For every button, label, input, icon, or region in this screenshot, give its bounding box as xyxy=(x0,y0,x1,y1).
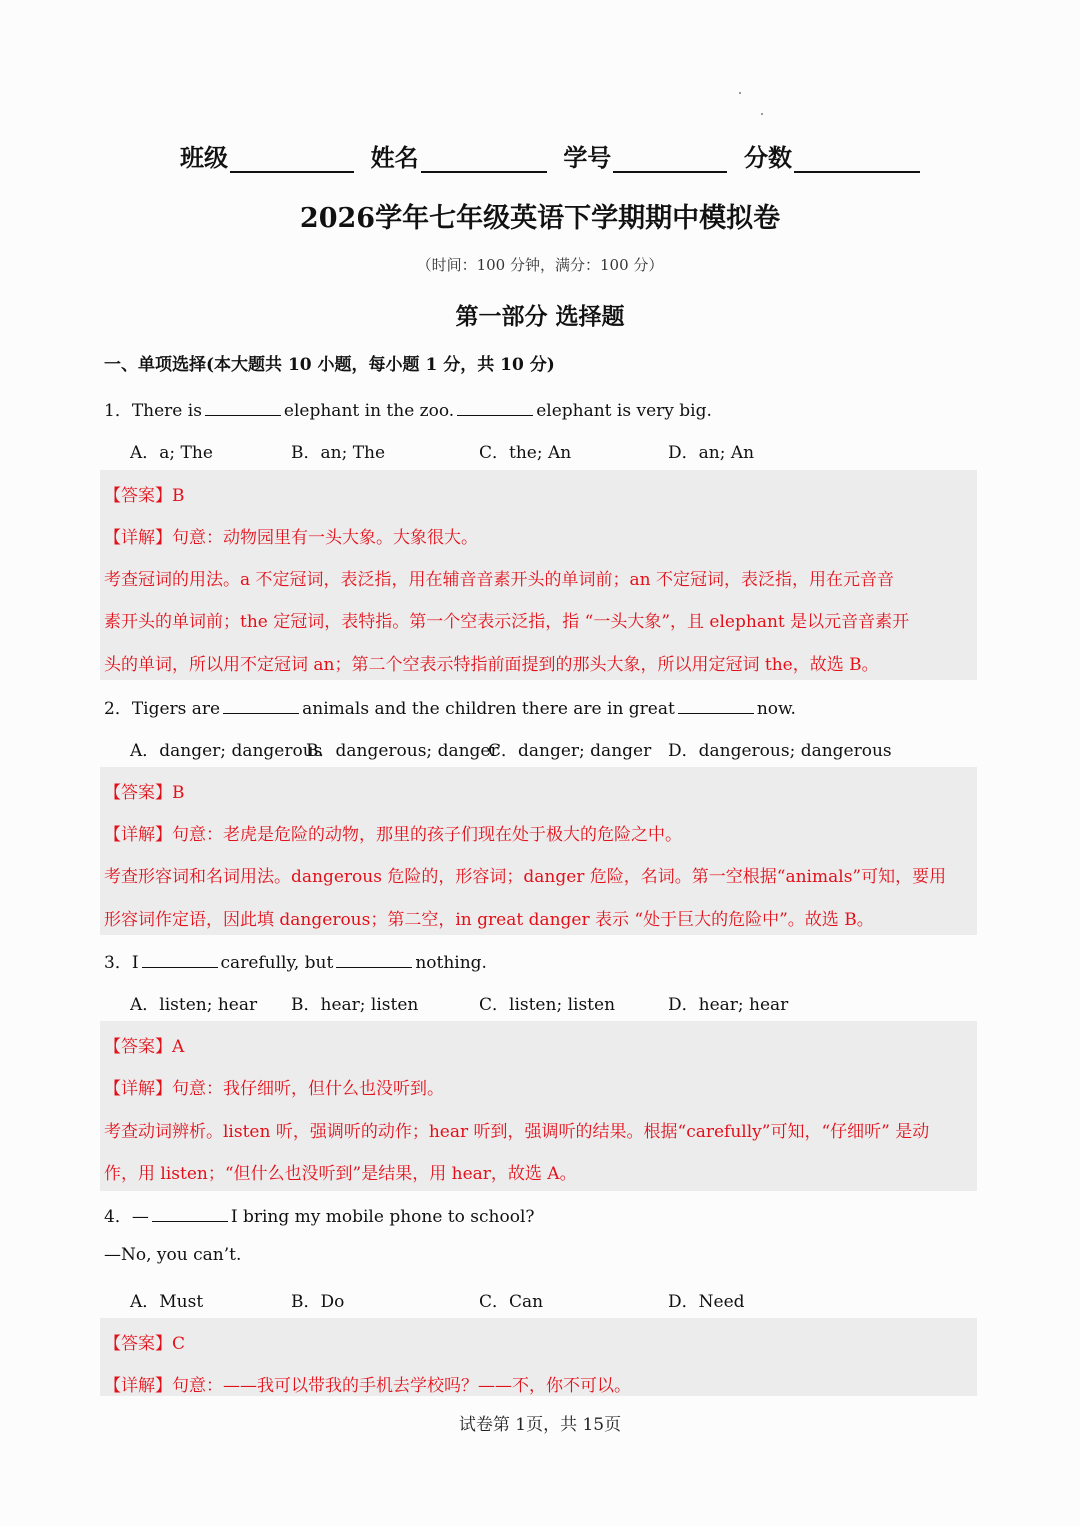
option-c: C．danger; danger xyxy=(488,741,652,761)
question-2-stem: 2．Tigers are animals and the children there are in great now. xyxy=(104,699,796,719)
option-b: B．hear; listen xyxy=(291,995,419,1015)
answer-blank xyxy=(223,699,299,714)
exam-title: 2026学年七年级英语下学期期中模拟卷 xyxy=(299,203,781,234)
question-4-answer: 【答案】C xyxy=(104,1334,186,1354)
option-d: D．dangerous; dangerous xyxy=(668,741,892,761)
question-4-explain-line: 【详解】句意：——我可以带我的手机去学校吗？——不，你不可以。 xyxy=(104,1376,631,1396)
question-1-explain-line: 【详解】句意：动物园里有一头大象。大象很大。 xyxy=(104,528,478,548)
answer-blank xyxy=(336,953,412,968)
student-id-label: 学号 xyxy=(563,143,612,172)
name-label: 姓名 xyxy=(370,143,419,172)
option-c: C．the; An xyxy=(479,443,572,463)
class-field xyxy=(180,138,354,173)
question-1-explain-line: 考查冠词的用法。a 不定冠词，表泛指，用在辅音音素开头的单词前；an 不定冠词，表泛指，用在元音音 xyxy=(104,570,895,590)
option-a: A．danger; dangerous xyxy=(130,741,323,761)
option-c: C．listen; listen xyxy=(479,995,616,1015)
option-d: D．an; An xyxy=(668,443,755,463)
question-1-stem: 1．There is elephant in the zoo. elephant is very big. xyxy=(104,401,712,421)
student-id-blank[interactable] xyxy=(613,145,727,173)
student-info-fields xyxy=(180,138,920,173)
score-blank[interactable] xyxy=(794,145,920,173)
answer-blank xyxy=(152,1207,228,1222)
question-3-explain-line: 作，用 listen；“但什么也没听到”是结果，用 hear，故选 A。 xyxy=(104,1164,577,1184)
option-a: A．a; The xyxy=(130,443,213,463)
question-2-answer: 【答案】B xyxy=(104,783,185,803)
section-title: 一、单项选择(本大题共 10 小题，每小题 1 分，共 10 分) xyxy=(104,355,555,375)
name-blank[interactable] xyxy=(421,145,547,173)
question-4-reply: —No, you can’t. xyxy=(104,1245,242,1265)
question-1-explain-line: 素开头的单词前；the 定冠词，表特指。第一个空表示泛指，指 “一头大象”，且 elephant 是以元音音素开 xyxy=(104,612,910,632)
question-3-stem: 3．I carefully, but nothing. xyxy=(104,953,487,973)
question-2-explain-line: 形容词作定语，因此填 dangerous；第二空，in great danger 表示 “处于巨大的危险中”。故选 B。 xyxy=(104,910,874,930)
question-3-answer: 【答案】A xyxy=(104,1037,185,1057)
answer-blank xyxy=(678,699,754,714)
question-3-explain-line: 考查动词辨析。listen 听，强调听的动作；hear 听到，强调听的结果。根据“carefully”可知，“仔细听” 是动 xyxy=(104,1122,930,1142)
page-footer: 试卷第 1页，共 15页 xyxy=(458,1415,622,1435)
question-1-answer: 【答案】B xyxy=(104,486,185,506)
option-d: D．Need xyxy=(668,1292,745,1312)
question-2-explain-line: 考查形容词和名词用法。dangerous 危险的，形容词；danger 危险，名词。第一空根据“animals”可知，要用 xyxy=(104,867,947,887)
student-id-field xyxy=(563,138,727,173)
option-b: B．Do xyxy=(291,1292,345,1312)
question-3-explain-line: 【详解】句意：我仔细听，但什么也没听到。 xyxy=(104,1079,444,1099)
answer-blank xyxy=(142,953,218,968)
name-field xyxy=(371,138,547,173)
question-1-explain-line: 头的单词，所以用不定冠词 an；第二个空表示特指前面提到的那头大象，所以用定冠词 the，故选 B。 xyxy=(104,655,879,675)
option-a: A．listen; hear xyxy=(130,995,258,1015)
speck xyxy=(761,113,763,115)
option-a: A．Must xyxy=(130,1292,204,1312)
option-c: C．Can xyxy=(479,1292,544,1312)
part-title: 第一部分 选择题 xyxy=(455,303,625,330)
question-2-explain-line: 【详解】句意：老虎是危险的动物，那里的孩子们现在处于极大的危险之中。 xyxy=(104,825,682,845)
class-label: 班级 xyxy=(180,143,228,172)
option-d: D．hear; hear xyxy=(668,995,789,1015)
question-4-stem: 4．— I bring my mobile phone to school? xyxy=(104,1207,535,1227)
answer-blank xyxy=(457,401,533,416)
class-blank[interactable] xyxy=(230,145,354,173)
exam-subtitle: （时间：100 分钟，满分：100 分） xyxy=(416,256,664,274)
score-label: 分数 xyxy=(743,143,792,172)
speck xyxy=(739,92,741,94)
option-b: B．dangerous; danger xyxy=(306,741,499,761)
score-field xyxy=(744,138,920,173)
answer-blank xyxy=(205,401,281,416)
option-b: B．an; The xyxy=(291,443,386,463)
